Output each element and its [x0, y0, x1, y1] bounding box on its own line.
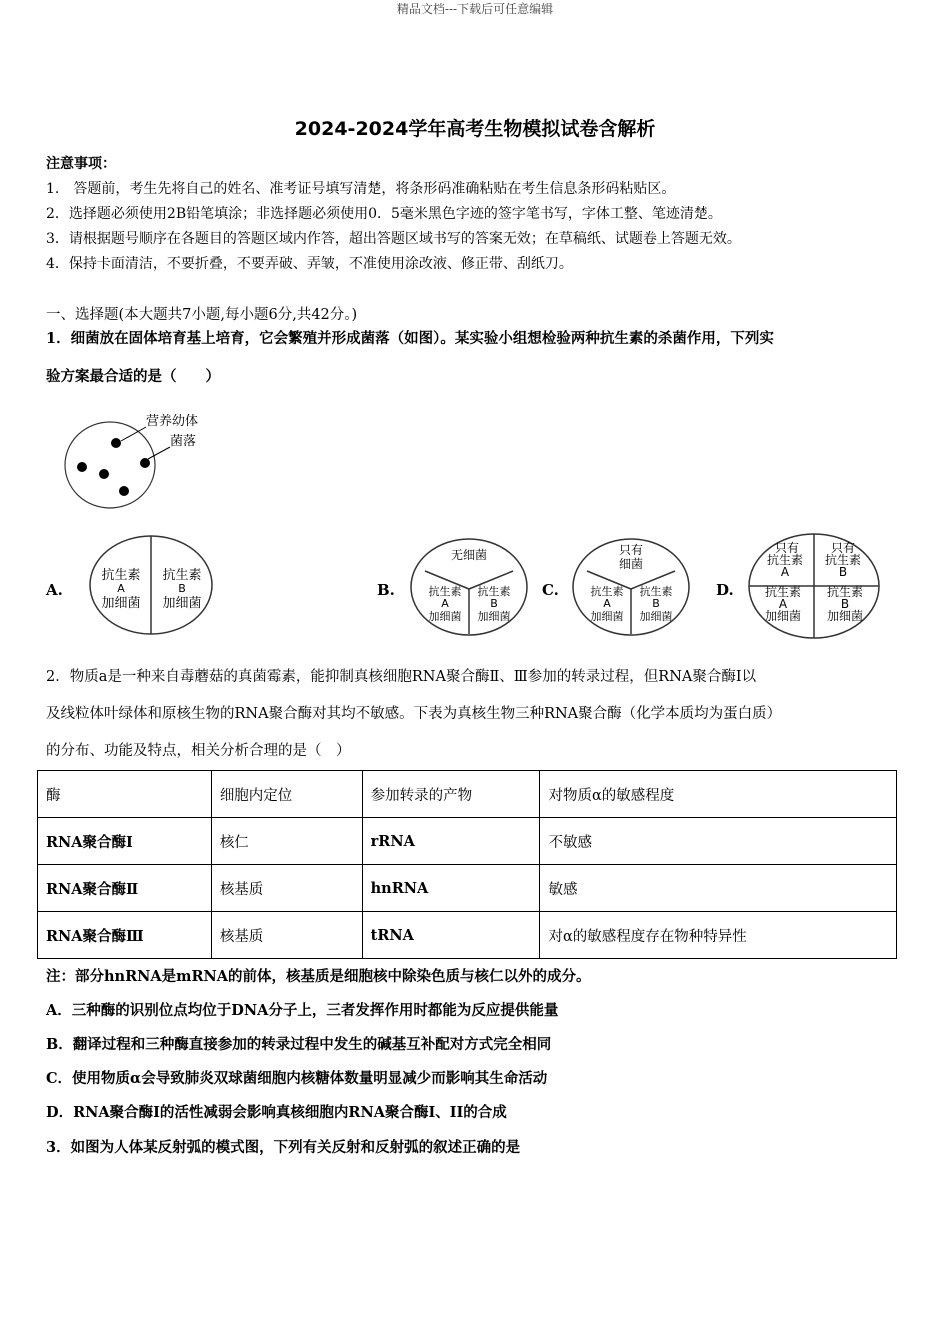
label-antibiotic-id: B [490, 597, 498, 610]
q3-stem: 3．如图为人体某反射弧的模式图，下列有关反射和反射弧的叙述正确的是 [46, 1139, 521, 1156]
figure-label-nutrient: 营养幼体 [146, 414, 199, 429]
table-header-cell: 对物质α的敏感程度 [540, 771, 897, 818]
table-row [38, 865, 897, 912]
q1-option-c-dish[interactable] [570, 534, 695, 639]
table-cell: 敏感 [540, 865, 897, 912]
table-cell: 不敏感 [540, 818, 897, 865]
label-antibiotic: 抗生素 [477, 585, 511, 598]
page-header-watermark: 精品文档---下载后可任意编辑 [396, 2, 554, 16]
label-antibiotic-id: B [838, 565, 848, 579]
q2-option-c[interactable]: C．使用物质α会导致肺炎双球菌细胞内核糖体数量明显减少而影响其生命活动 [46, 1070, 548, 1087]
label-antibiotic: 抗生素 [824, 553, 862, 567]
q1-option-a-dish[interactable] [88, 534, 218, 639]
q1-option-b-dish[interactable] [408, 534, 533, 639]
label-antibiotic: 抗生素 [162, 568, 202, 583]
label-antibiotic: 抗生素 [764, 585, 802, 599]
table-cell: 核基质 [211, 912, 362, 959]
label-antibiotic: 抗生素 [590, 585, 624, 598]
label-only: 只有 [618, 543, 644, 557]
label-add-bacteria: 加细菌 [590, 610, 624, 623]
label-antibiotic-id: B [178, 582, 186, 595]
table-cell: RNA聚合酶Ⅱ [38, 865, 212, 912]
colony-dot [77, 462, 87, 472]
table-cell: tRNA [362, 912, 540, 959]
label-antibiotic: 抗生素 [826, 585, 864, 599]
notice-heading: 注意事项： [46, 156, 116, 172]
q1-option-c-label[interactable]: C. [542, 581, 559, 599]
label-add-bacteria: 加细菌 [477, 610, 511, 623]
leader-line [121, 427, 146, 441]
section-heading: 一、选择题(本大题共7小题,每小题6分,共42分。) [46, 307, 358, 323]
notice-item-3: 3．请根据题号顺序在各题目的答题区域内作答，超出答题区域书写的答案无效；在草稿纸、试题卷上答题无效。 [46, 231, 741, 247]
table-header-row [38, 771, 897, 818]
table-cell: 对α的敏感程度存在物种特异性 [540, 912, 897, 959]
table-cell: 核基质 [211, 865, 362, 912]
q2-stem-line2: 及线粒体叶绿体和原核生物的RNA聚合酶对其均不敏感。下表为真核生物三种RNA聚合酶（化学本质均为蛋白质） [46, 706, 782, 722]
table-cell: rRNA [362, 818, 540, 865]
label-antibiotic: 抗生素 [428, 585, 462, 598]
table-header-cell: 酶 [38, 771, 212, 818]
colony-dot [111, 438, 121, 448]
notice-item-4: 4．保持卡面清洁，不要折叠，不要弄破、弄皱，不准使用涂改液、修正带、刮纸刀。 [46, 256, 573, 272]
label-antibiotic-id: A [603, 597, 611, 610]
label-antibiotic: 抗生素 [766, 553, 804, 567]
label-only: 只有 [774, 541, 800, 555]
table-row [38, 818, 897, 865]
figure-label-colony: 菌落 [170, 434, 197, 449]
q1-option-d-dish[interactable] [745, 530, 885, 640]
label-antibiotic: 抗生素 [639, 585, 673, 598]
q1-option-a-label[interactable]: A. [46, 581, 63, 599]
label-antibiotic-id: A [780, 565, 790, 579]
q1-stem-line1: 1．细菌放在固体培育基上培育，它会繁殖并形成菌落（如图）。某实验小组想检验两种抗生素的杀菌作用，下列实 [46, 330, 774, 347]
notice-item-2: 2．选择题必须使用2B铅笔填涂；非选择题必须使用0．5毫米黑色字迹的签字笔书写，字体工整、笔迹清楚。 [46, 206, 722, 222]
table-row [38, 912, 897, 959]
q1-option-d-label[interactable]: D. [716, 581, 734, 599]
colony-dot [119, 486, 129, 496]
label-antibiotic-id: A [441, 597, 449, 610]
label-add-bacteria: 加细菌 [639, 610, 673, 623]
colony-dot [140, 458, 150, 468]
q2-table-note: 注：部分hnRNA是mRNA的前体，核基质是细胞核中除染色质与核仁以外的成分。 [46, 968, 591, 985]
label-add-bacteria: 加细菌 [826, 609, 864, 623]
table-header-cell: 参加转录的产物 [362, 771, 540, 818]
table-header-cell: 细胞内定位 [211, 771, 362, 818]
q1-option-b-label[interactable]: B. [377, 581, 395, 599]
q2-enzyme-table [37, 770, 897, 959]
label-antibiotic-id: B [652, 597, 660, 610]
label-bacteria: 细菌 [618, 557, 644, 571]
label-add-bacteria: 加细菌 [428, 610, 462, 623]
table-cell: hnRNA [362, 865, 540, 912]
label-antibiotic-id: B [840, 597, 850, 611]
page-title: 2024-2024学年高考生物模拟试卷含解析 [294, 118, 656, 140]
label-add-bacteria: 加细菌 [764, 609, 802, 623]
label-antibiotic-id: A [117, 582, 125, 595]
q2-option-a[interactable]: A．三种酶的识别位点均位于DNA分子上，三者发挥作用时都能为反应提供能量 [46, 1002, 559, 1019]
colony-dot [99, 469, 109, 479]
label-antibiotic: 抗生素 [101, 568, 141, 583]
table-cell: RNA聚合酶Ⅲ [38, 912, 212, 959]
q2-stem-line1: 2．物质a是一种来自毒蘑菇的真菌霉素，能抑制真核细胞RNA聚合酶Ⅱ、Ⅲ参加的转录过程，但RNA聚合酶Ⅰ以 [46, 669, 757, 685]
notice-item-1: 1. 答题前，考生先将自己的姓名、准考证号填写清楚，将条形码准确粘贴在考生信息条形码粘贴区。 [46, 181, 676, 197]
q2-option-d[interactable]: D．RNA聚合酶I的活性减弱会影响真核细胞内RNA聚合酶I、II的合成 [46, 1104, 507, 1121]
label-add-bacteria: 加细菌 [101, 596, 141, 611]
q2-stem-line3: 的分布、功能及特点，相关分析合理的是（ ） [46, 743, 351, 759]
label-add-bacteria: 加细菌 [162, 596, 202, 611]
table-cell: 核仁 [211, 818, 362, 865]
table-cell: RNA聚合酶Ⅰ [38, 818, 212, 865]
label-only: 只有 [830, 541, 856, 555]
label-no-bacteria: 无细菌 [450, 548, 488, 562]
q1-petri-dish-figure [60, 405, 230, 520]
label-antibiotic-id: A [778, 597, 788, 611]
q1-stem-line2: 验方案最合适的是（ ） [46, 368, 220, 385]
q2-option-b[interactable]: B．翻译过程和三种酶直接参加的转录过程中发生的碱基互补配对方式完全相同 [46, 1036, 552, 1053]
